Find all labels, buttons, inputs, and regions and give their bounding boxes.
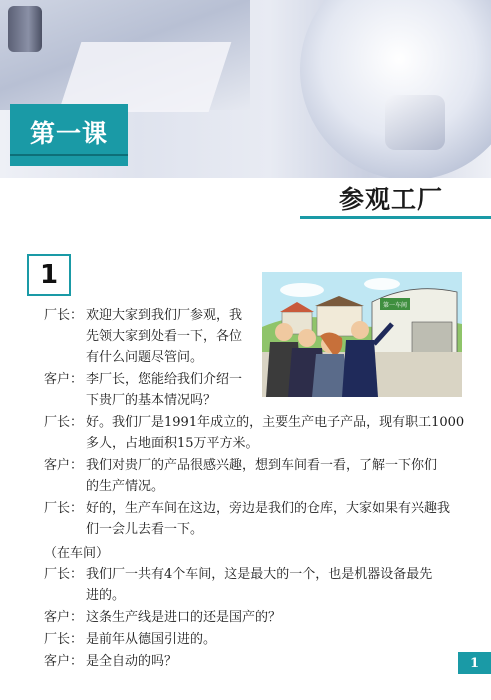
dialogue-text: 下贵厂的基本情况吗？ xyxy=(86,393,217,408)
dialogue-text: 有什么问题尽管问。 xyxy=(86,350,204,365)
banner-office-photo xyxy=(0,0,250,110)
title-underline xyxy=(300,216,491,219)
factory-sign-text: 第一车间 xyxy=(382,302,408,309)
factory-visit-illustration xyxy=(262,272,462,397)
lesson-label: 第一课 xyxy=(29,119,108,148)
page-number: 1 xyxy=(469,655,480,671)
camera-image xyxy=(385,95,445,150)
speaker-label: 客户： xyxy=(44,372,84,387)
dialogue-text: 我们厂一共有4个车间，这是最大的一个，也是机器设备最先 xyxy=(86,567,433,582)
dialogue-text: 们一会儿去看一下。 xyxy=(86,522,204,537)
banner-globe-image xyxy=(300,0,491,178)
document-sheet-image xyxy=(59,42,232,112)
lesson-tab xyxy=(10,104,128,166)
dialogue-text: 多人，占地面积15万平方米。 xyxy=(86,436,259,451)
dialogue-text: 这条生产线是进口的还是国产的？ xyxy=(86,610,282,625)
dialogue-text: 是全自动的吗？ xyxy=(86,654,178,669)
scene-note: （在车间） xyxy=(44,546,110,561)
speaker-label: 厂长： xyxy=(44,308,84,323)
speaker-label: 厂长： xyxy=(44,501,84,516)
title-row xyxy=(0,174,491,222)
dialogue-text: 先领大家到处看一下，各位 xyxy=(86,329,243,344)
dialogue-text: 好的，生产车间在这边，旁边是我们的仓库，大家如果有兴趣我 xyxy=(86,501,451,516)
dialogue-text: 是前年从德国引进的。 xyxy=(86,632,217,647)
section-number: 1 xyxy=(39,260,59,290)
page-title: 参观工厂 xyxy=(338,185,443,214)
dialogue-text: 的生产情况。 xyxy=(86,479,165,494)
speaker-label: 厂长： xyxy=(44,567,84,582)
dialogue-text: 进的。 xyxy=(86,588,126,603)
speaker-label: 厂长： xyxy=(44,632,84,647)
dialogue-text: 李厂长，您能给我们介绍一 xyxy=(86,372,243,387)
speaker-label: 客户： xyxy=(44,458,84,473)
dialogue-text: 好。我们厂是1991年成立的，主要生产电子产品，现有职工1000 xyxy=(86,415,465,430)
mug-image xyxy=(8,6,42,52)
speaker-label: 客户： xyxy=(44,654,84,669)
page-number-box xyxy=(458,652,491,674)
dialogue-text: 欢迎大家到我们厂参观，我 xyxy=(86,308,243,323)
speaker-label: 厂长： xyxy=(44,415,84,430)
dialogue-text: 我们对贵厂的产品很感兴趣，想到车间看一看，了解一下你们 xyxy=(86,458,438,473)
speaker-label: 客户： xyxy=(44,610,84,625)
section-number-box xyxy=(27,254,71,296)
factory-scene-image xyxy=(262,272,462,397)
